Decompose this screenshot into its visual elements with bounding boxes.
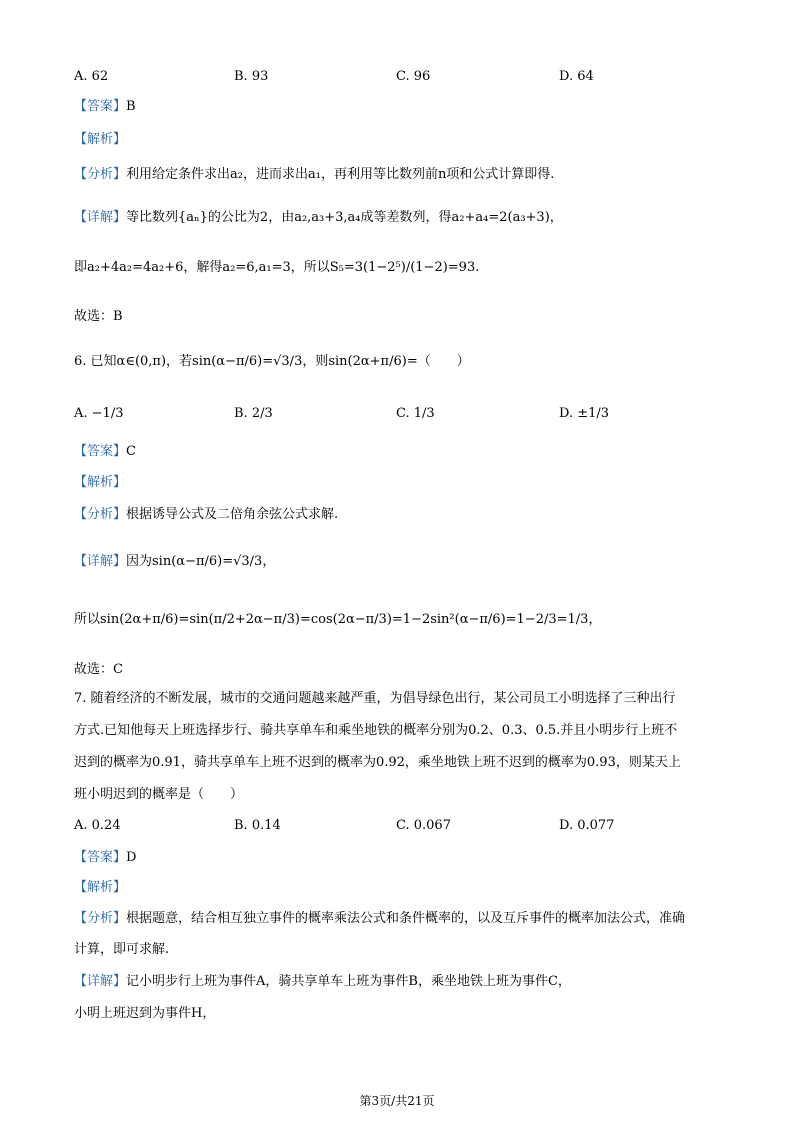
q7-fenxi-1: 根据题意，结合相互独立事件的概率乘法公式和条件概率的，以及互斥事件的概率加法公式，准确 xyxy=(126,911,686,926)
answer-label: 【答案】 xyxy=(74,99,127,114)
q5-fenxi: 利用给定条件求出a₂，进而求出a₁，再利用等比数列前n项和公式计算即得. xyxy=(126,167,555,182)
q5-detail-2: 即a₂+4a₂=4a₂+6，解得a₂=6,a₁=3，所以S₅=3(1−2⁵)/(1−2)=93. xyxy=(74,260,480,275)
q7-analysis-label: 【解析】 xyxy=(74,880,127,895)
q5-conclusion: 故选：B xyxy=(74,309,123,324)
q5-answer-line xyxy=(74,98,136,116)
q5-analysis-label: 【解析】 xyxy=(74,132,127,147)
q5-detail-1: 等比数列{aₙ}的公比为2，由a₂,a₃+3,a₄成等差数列，得a₂+a₄=2(a₃+3)， xyxy=(126,210,563,225)
q5-fenxi-line: 【分析】利用给定条件求出a₂，进而求出a₁，再利用等比数列前n项和公式计算即得. xyxy=(74,167,555,182)
q7-stem-line-3: 迟到的概率为0.91，骑共享单车上班不迟到的概率为0.92，乘坐地铁上班不迟到的概率为0.93，则某天上 xyxy=(74,755,681,770)
q6-fenxi: 根据诱导公式及二倍角余弦公式求解. xyxy=(126,507,339,522)
q5-answer: B xyxy=(126,99,136,114)
q5-option-a: A. 62 xyxy=(74,69,109,84)
q5-option-b: B. 93 xyxy=(234,69,269,84)
q6-detail-line-2: 所以sin(2α+π/6)=sin(π/2+2α−π/3)=cos(2α−π/3)=1−2sin²(α−π/6)=1−2/3=1/3， xyxy=(74,612,602,627)
q7-option-c: C. 0.067 xyxy=(396,818,451,833)
q6-stem: 6. 已知α∈(0,π)，若sin(α−π/6)=√3/3，则sin(2α+π/6)=（ ） xyxy=(74,354,470,369)
q6-detail-1: 因为sin(α−π/6)=√3/3， xyxy=(126,554,276,569)
q6-conclusion: 故选：C xyxy=(74,662,123,677)
q7-answer-line: 【答案】D xyxy=(74,850,137,865)
q6-option-c: C. 1/3 xyxy=(396,406,435,421)
q7-fenxi-line-2: 计算，即可求解. xyxy=(74,942,170,957)
q7-stem-line-4: 班小明迟到的概率是（ ） xyxy=(74,787,244,802)
q7-detail-line-1: 【详解】记小明步行上班为事件A，骑共享单车上班为事件B，乘坐地铁上班为事件C， xyxy=(74,974,571,989)
q6-option-d: D. ±1/3 xyxy=(559,406,610,421)
q7-option-a: A. 0.24 xyxy=(74,818,121,833)
q7-fenxi-line-1: 【分析】根据题意，结合相互独立事件的概率乘法公式和条件概率的，以及互斥事件的概率加法公式，准确 xyxy=(74,911,686,926)
q7-stem-line-2: 方式.已知他每天上班选择步行、骑共享单车和乘坐地铁的概率分别为0.2、0.3、0.5.并且小明步行上班不 xyxy=(74,723,678,738)
q5-detail-line-2 xyxy=(74,259,479,277)
q7-stem-line-1: 7. 随着经济的不断发展，城市的交通问题越来越严重，为倡导绿色出行，某公司员工小明选择了三种出行 xyxy=(74,691,676,706)
q5-option-d: D. 64 xyxy=(559,69,594,84)
q7-detail-1: 记小明步行上班为事件A，骑共享单车上班为事件B，乘坐地铁上班为事件C， xyxy=(126,974,571,989)
q6-fenxi-line: 【分析】根据诱导公式及二倍角余弦公式求解. xyxy=(74,507,339,522)
q6-answer-line: 【答案】C xyxy=(74,444,136,459)
q6-detail-line-1: 【详解】因为sin(α−π/6)=√3/3， xyxy=(74,554,276,569)
q6-analysis-label: 【解析】 xyxy=(74,475,127,490)
page-footer: 第3页/共21页 xyxy=(359,1094,435,1108)
q7-detail-line-2: 小明上班迟到为事件H， xyxy=(74,1006,216,1021)
q7-option-d: D. 0.077 xyxy=(559,818,615,833)
q6-option-b: B. 2/3 xyxy=(234,406,273,421)
q6-answer: C xyxy=(126,444,136,459)
q7-answer: D xyxy=(126,850,137,865)
q5-detail-line-1: 【详解】等比数列{aₙ}的公比为2，由a₂,a₃+3,a₄成等差数列，得a₂+a₄=2(a₃+3)， xyxy=(74,210,563,225)
q5-option-c: C. 96 xyxy=(396,69,431,84)
q6-option-a: A. −1/3 xyxy=(74,406,124,421)
q7-option-b: B. 0.14 xyxy=(234,818,281,833)
